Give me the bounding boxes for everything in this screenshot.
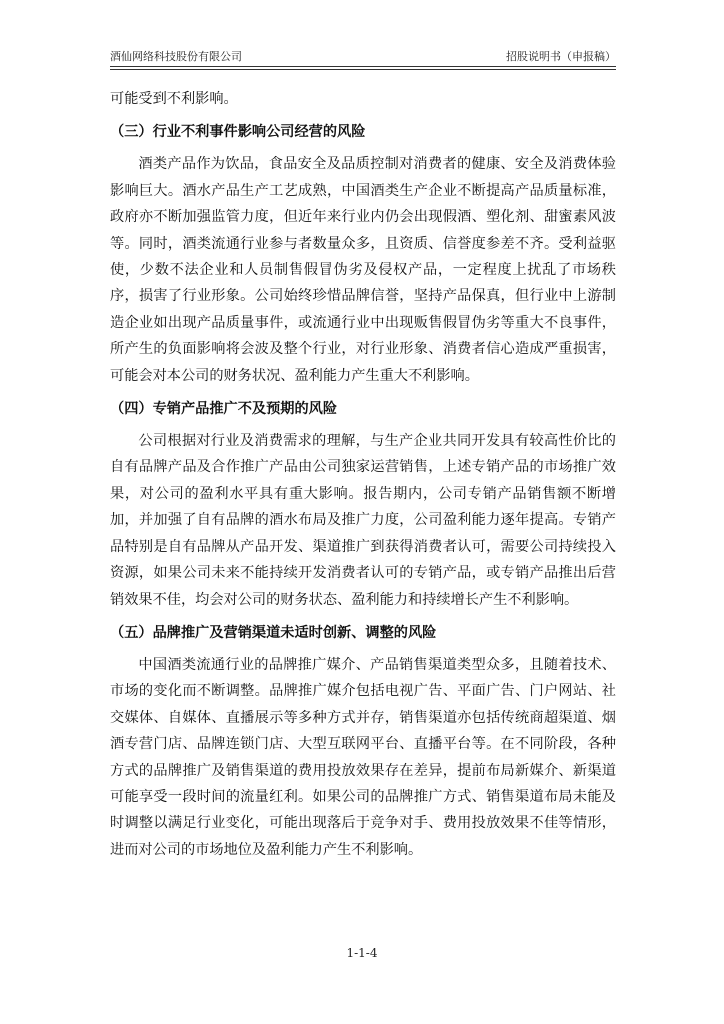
- section-heading-3: （三）行业不利事件影响公司经营的风险: [110, 124, 366, 141]
- page-header: [110, 50, 616, 64]
- continuation-text: 可能受到不利影响。: [110, 91, 238, 107]
- section-paragraph-3: 酒类产品作为饮品，食品安全及品质控制对消费者的健康、安全及消费体验影响巨大。酒水产品生产工艺成熟，中国酒类生产企业不断提高产品质量标准，政府亦不断加强监管力度，但近年来行业内仍会出现假酒、塑化剂、甜蜜素风波等。同时，酒类流通行业参与者数量众多，且资质、信誉度参差不齐。受利益驱使，少数不法企业和人员制售假冒伪劣及侵权产品，一定程度上扰乱了市场秩序，损害了行业形象。公司始终珍惜品牌信誉，坚持产品保真，但行业中上游制造企业如出现产品质量事件，或流通行业中出现贩售假冒伪劣等重大不良事件，所产生的负面影响将会波及整个行业，对行业形象、消费者信心造成严重损害，可能会对本公司的财务状况、盈利能力产生重大不利影响。: [110, 156, 616, 384]
- page-body: [110, 86, 616, 863]
- header-rule: [110, 66, 616, 67]
- section-paragraph-4: 公司根据对行业及消费需求的理解，与生产企业共同开发具有较高性价比的自有品牌产品及合作推广产品由公司独家运营销售，上述专销产品的市场推广效果，对公司的盈利水平具有重大影响。报告期内，公司专销产品销售额不断增加，并加强了自有品牌的酒水布局及推广力度，公司盈利能力逐年提高。专销产品特别是自有品牌从产品开发、渠道推广到获得消费者认可，需要公司持续投入资源，如果公司未来不能持续开发消费者认可的专销产品，或专销产品推出后营销效果不佳，均会对公司的财务状态、盈利能力和持续增长产生不利影响。: [110, 433, 616, 608]
- page-number: 1-1-4: [346, 946, 378, 960]
- header-company-name: 酒仙网络科技股份有限公司: [110, 50, 242, 63]
- section-heading-4: （四）专销产品推广不及预期的风险: [110, 401, 338, 418]
- section-paragraph-5: 中国酒类流通行业的品牌推广媒介、产品销售渠道类型众多，且随着技术、市场的变化而不断调整。品牌推广媒介包括电视广告、平面广告、门户网站、社交媒体、自媒体、直播展示等多种方式并存，销售渠道亦包括传统商超渠道、烟酒专营门店、品牌连锁门店、大型互联网平台、直播平台等。在不同阶段，各种方式的品牌推广及销售渠道的费用投放效果存在差异，提前布局新媒介、新渠道可能享受一段时间的流量红利。如果公司的品牌推广方式、销售渠道布局未能及时调整以满足行业变化，可能出现落后于竞争对手、费用投放效果不佳等情形，进而对公司的市场地位及盈利能力产生不利影响。: [110, 656, 616, 858]
- section-heading-5: （五）品牌推广及营销渠道未适时创新、调整的风险: [110, 624, 437, 641]
- header-document-title: 招股说明书（申报稿）: [506, 50, 616, 63]
- header-rule-thin: [110, 69, 616, 70]
